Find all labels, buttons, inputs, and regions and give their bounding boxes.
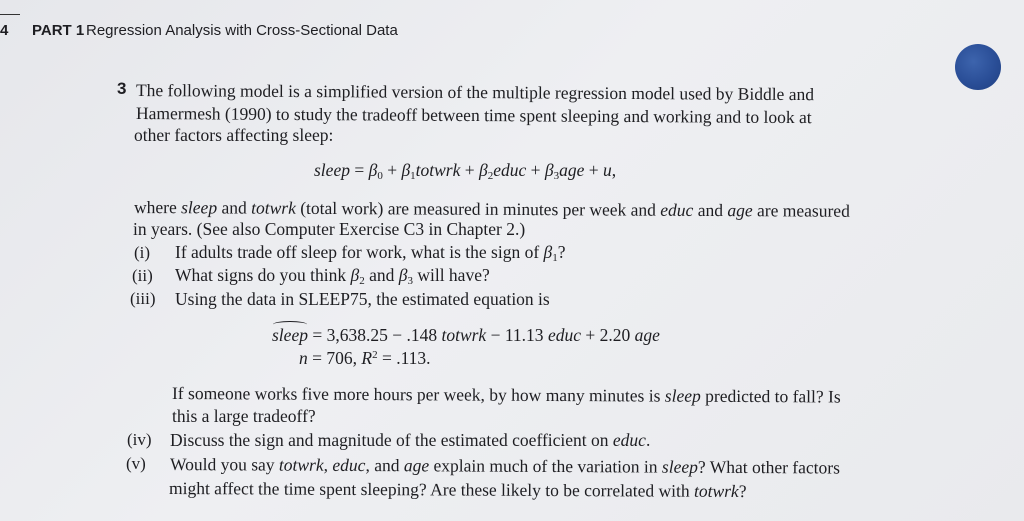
estimated-equation: sleep = 3,638.25 − .148 totwrk − 11.13 educ + 2.20 age: [272, 325, 660, 345]
intro-line-2: Hamermesh (1990) to study the tradeoff between time spent sleeping and working and to look at: [135, 103, 812, 128]
intro-line-3: other factors affecting sleep:: [134, 125, 334, 145]
part-iv-text: Discuss the sign and magnitude of the estimated coefficient on educ.: [170, 430, 651, 450]
part-iii-text: Using the data in SLEEP75, the estimated equation is: [175, 289, 550, 309]
part-i-text: If adults trade off sleep for work, what is the sign of $\beta_1$?: [175, 242, 566, 264]
part-iii-question-line-1: If someone works five more hours per week, by how many minutes is sleep predicted to fall? Is: [171, 383, 841, 407]
part-iii-label: (iii): [130, 289, 156, 308]
part-ii-text: What signs do you think $\beta_2$ and $\beta_3$ will have?: [175, 265, 490, 287]
part-i-label: (i): [134, 243, 151, 262]
part-label: PART 1: [32, 22, 85, 39]
definitions-line-2: in years. (See also Computer Exercise C3 in Chapter 2.): [133, 219, 526, 239]
model-equation: sleep = $\beta_0$ + $\beta_1totwrk$ + $\beta_2educ + \beta_3age + u$,: [314, 160, 617, 182]
estimated-stats: n = 706, $R^2 = .113$.: [299, 348, 431, 368]
page-tab-marker: [955, 44, 1001, 90]
part-v-line-1: Would you say totwrk, educ, and age explain much of the variation in sleep? What other factors: [169, 454, 841, 478]
page-number: 4: [0, 22, 9, 39]
running-header-title: Regression Analysis with Cross-Sectional Data: [86, 22, 398, 39]
part-v-label: (v): [126, 454, 146, 473]
part-v-line-2: might affect the time spent sleeping? Are these likely to be correlated with totwrk?: [168, 478, 747, 502]
definitions-line-1: where sleep and totwrk (total work) are measured in minutes per week and educ and age are measured: [133, 197, 850, 221]
intro-line-1: The following model is a simplified version of the multiple regression model used by Biddle and: [135, 80, 815, 105]
exercise-number: 3: [117, 79, 127, 98]
header-rule: [0, 14, 20, 15]
part-iv-label: (iv): [127, 430, 152, 449]
part-ii-label: (ii): [132, 266, 153, 285]
part-iii-question-line-2: this a large tradeoff?: [172, 406, 316, 426]
